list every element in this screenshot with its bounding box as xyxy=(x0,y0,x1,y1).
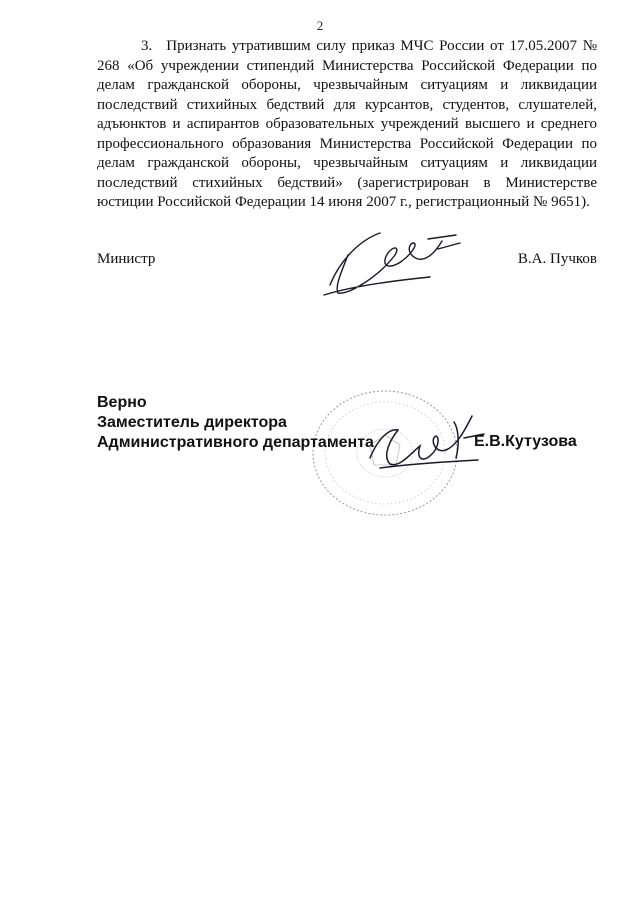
certifier-name: Е.В.Кутузова xyxy=(474,433,577,450)
certification-block xyxy=(97,393,374,453)
verno-label: Верно xyxy=(97,394,147,411)
signatory-name: В.А. Пучков xyxy=(517,251,597,267)
minister-signature xyxy=(310,215,470,305)
paragraph-number: 3. xyxy=(141,38,153,54)
paragraph-text: Признать утратившим силу приказ МЧС России от 17.05.2007 № 268 «Об учреждении стипендий Министерства Российской Федерации по делам гражданской обороны, чрезвычайным ситуациям и ликвидации последствий стихийных бедствий для курсантов, студентов, слушателей, адъюнктов и аспирантов образовательных учреждений высшего и среднего профессионального образования Министерства Российской Федерации по делам гражданской обороны, чрезвычайным ситуациям и ликвидации последствий стихийных бедствий» (зарегистрирован в Министерстве юстиции Российской Федерации 14 июня 2007 г., регистрационный № 9651). xyxy=(97,38,597,210)
signatory-title: Министр xyxy=(97,251,156,267)
deputy-signature xyxy=(360,398,490,488)
paragraph-3 xyxy=(97,37,597,213)
position-line-2: Административного департамента xyxy=(97,434,374,451)
position-line-1: Заместитель директора xyxy=(97,414,287,431)
page-number: 2 xyxy=(316,18,324,33)
